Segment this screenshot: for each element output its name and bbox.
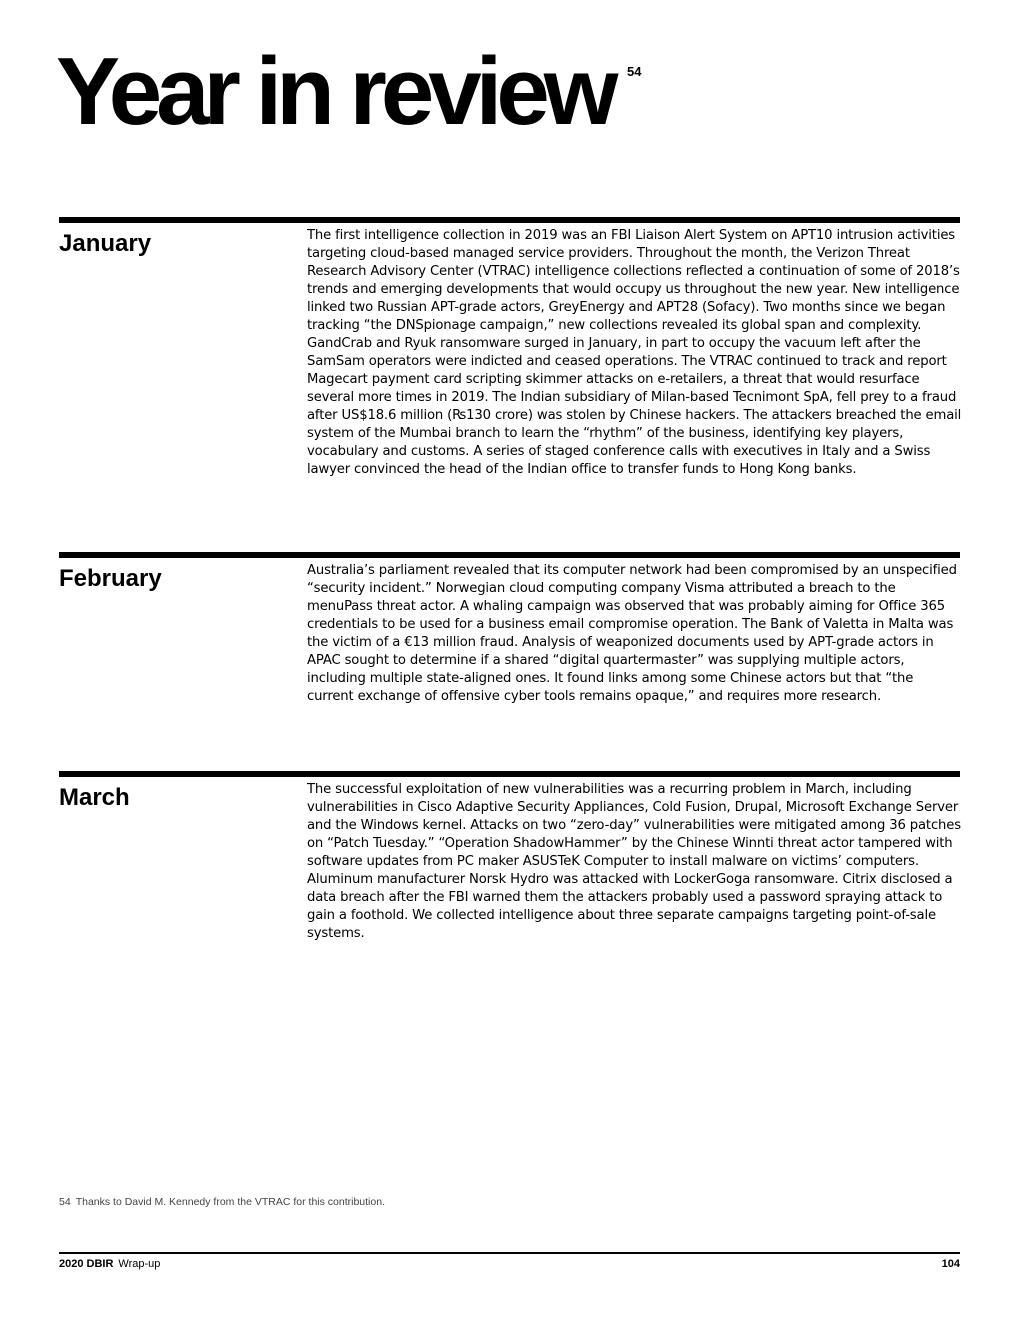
month-heading: March xyxy=(59,784,130,811)
month-section-march xyxy=(59,771,960,977)
footer-report-name: 2020 DBIR xyxy=(59,1258,114,1270)
month-summary-text: Australia’s parliament revealed that its computer network had been compromised by an unspecified “security incident.” Norwegian cloud computing company Visma attributed a breach to the menuPass threat actor. A whaling campaign was observed that was probably aiming for Office 365 credentials to be used for a business email compromise operation. The Bank of Valetta in Malta was the victim of a €13 million fraud. Analysis of weaponized documents used by APT-grade actors in APAC sought to determine if a shared “digital quartermaster” was supplying multiple actors, including multiple state-aligned ones. It found links among some Chinese actors but that “the current exchange of offensive cyber tools remains opaque,” and requires more research. xyxy=(307,563,957,704)
month-section-february xyxy=(59,552,960,748)
month-heading: February xyxy=(59,565,162,592)
title-footnote-ref[interactable]: 54 xyxy=(627,64,642,79)
footer-section-name: Wrap-up xyxy=(118,1258,161,1270)
footer-report-label xyxy=(59,1258,160,1270)
month-summary-text: The successful exploitation of new vulnerabilities was a recurring problem in March, including vulnerabilities in Cisco Adaptive Security Appliances, Cold Fusion, Drupal, Microsoft Exchange Server and the Windows kernel. Attacks on two “zero-day” vulnerabilities were mitigated among 36 patches on “Patch Tuesday.” “Operation ShadowHammer” by the Chinese Winnti threat actor tampered with software updates from PC maker ASUSTeK Computer to install malware on victims’ computers. Aluminum manufacturer Norsk Hydro was attacked with LockerGoga ransomware. Citrix disclosed a data breach after the FBI warned them the attackers probably used a password spraying attack to gain a foothold. We collected intelligence about three separate campaigns targeting point-of-sale systems. xyxy=(307,782,961,941)
page-number: 104 xyxy=(941,1258,960,1270)
month-section-january xyxy=(59,217,960,523)
month-heading: January xyxy=(59,230,152,257)
footnote xyxy=(59,1196,385,1208)
footer-divider xyxy=(59,1252,960,1254)
page-title: Year in review xyxy=(56,38,613,145)
footnote-text: Thanks to David M. Kennedy from the VTRAC for this contribution. xyxy=(75,1196,385,1208)
footnote-number: 54 xyxy=(59,1196,71,1208)
month-summary-text: The first intelligence collection in 2019 was an FBI Liaison Alert System on APT10 intrusion activities targeting cloud-based managed service providers. Throughout the month, the Verizon Threat Research Advisory Center (VTRAC) intelligence collections reflected a continuation of some of 2018’s trends and emerging developments that would occupy us throughout the new year. New intelligence linked two Russian APT-grade actors, GreyEnergy and APT28 (Sofacy). Two months since we began tracking “the DNSpionage campaign,” new collections revealed its global span and complexity. GandCrab and Ryuk ransomware surged in January, in part to occupy the vacuum left after the SamSam operators were indicted and ceased operations. The VTRAC continued to track and report Magecart payment card scripting skimmer attacks on e-retailers, a threat that would resurface several more times in 2019. The Indian subsidiary of Milan-based Tecnimont SpA, fell prey to a fraud after US$18.6 million (₨130 crore) was stolen by Chinese hackers. The attackers breached the email system of the Mumbai branch to learn the “rhythm” of the business, identifying key players, vocabulary and customs. A series of staged conference calls with executives in Italy and a Swiss lawyer convinced the head of the Indian office to transfer funds to Hong Kong banks. xyxy=(307,228,962,477)
